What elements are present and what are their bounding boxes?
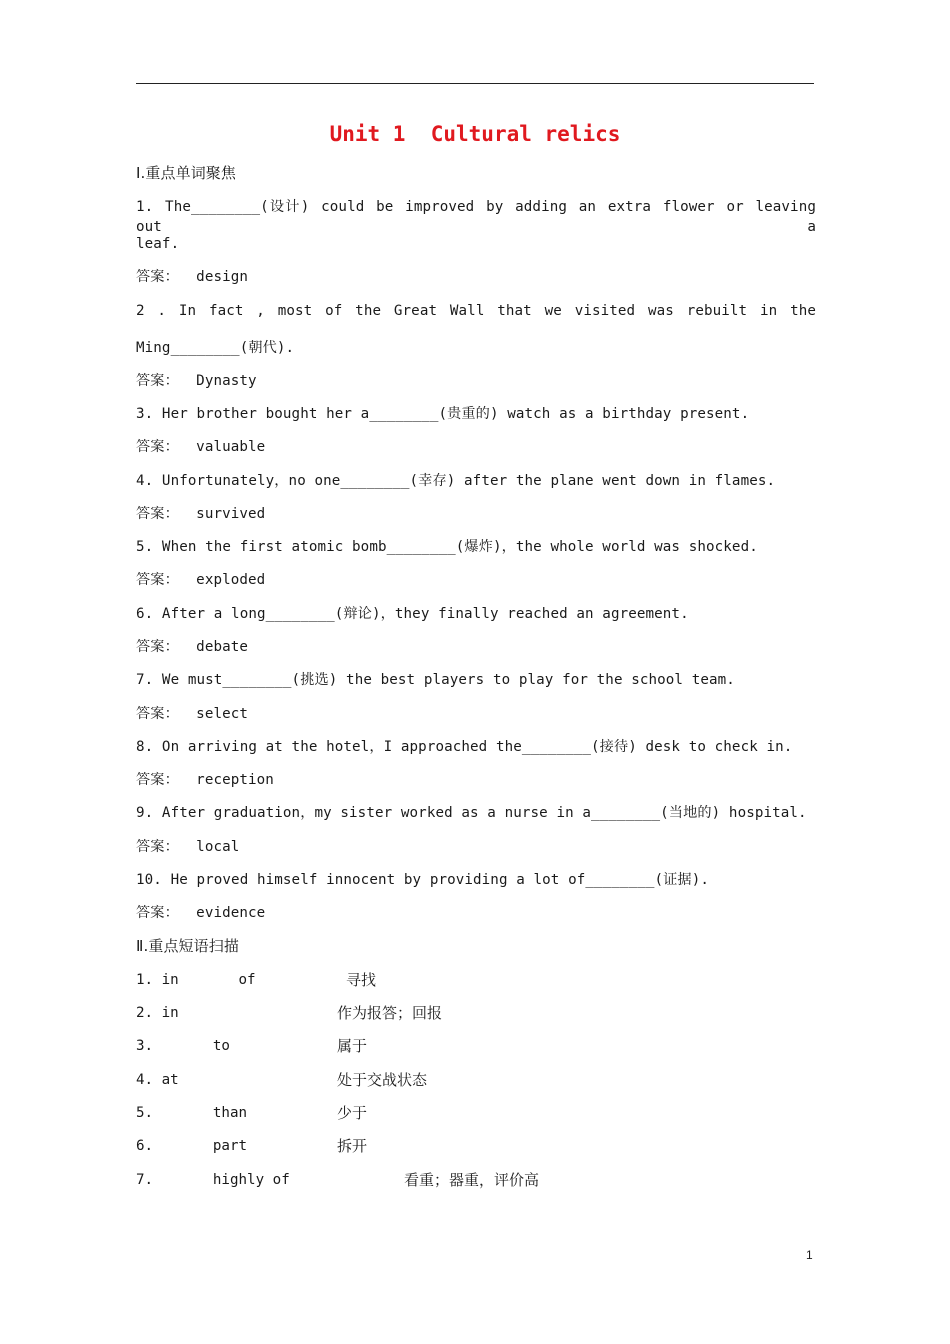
question-4: 4. Unfortunately，no one________(幸存) after the plane went down in flames. xyxy=(136,473,776,489)
answer-10: 答案： evidence xyxy=(136,905,266,921)
question-2-line1: 2 . In fact , most of the Great Wall that we visited was rebuilt in the xyxy=(136,303,816,319)
question-1-line2: leaf. xyxy=(136,236,180,252)
question-6: 6. After a long________(辩论)，they finally reached an agreement. xyxy=(136,606,689,622)
question-3: 3. Her brother bought her a________(贵重的) watch as a birthday present. xyxy=(136,406,750,422)
answer-2: 答案： Dynasty xyxy=(136,373,257,389)
section2-heading: Ⅱ.重点短语扫描 xyxy=(136,937,239,955)
phrase-3-zh: 属于 xyxy=(337,1037,368,1055)
page-number: 1 xyxy=(806,1248,813,1262)
phrase-1-en: 1. in of xyxy=(136,972,256,988)
header-rule xyxy=(136,83,814,84)
phrase-5-zh: 少于 xyxy=(337,1104,368,1122)
phrase-7-zh: 看重；器重，评价高 xyxy=(404,1171,540,1189)
phrase-1-zh: 寻找 xyxy=(346,971,377,989)
question-9: 9. After graduation，my sister worked as a nurse in a________(当地的) hospital. xyxy=(136,805,807,821)
phrase-5-en: 5. than xyxy=(136,1105,248,1121)
page-title: Unit 1 Cultural relics xyxy=(329,122,621,146)
phrase-4-zh: 处于交战状态 xyxy=(337,1071,428,1089)
answer-9: 答案： local xyxy=(136,839,240,855)
answer-7: 答案： select xyxy=(136,706,249,722)
question-8: 8. On arriving at the hotel，I approached the________(接待) desk to check in. xyxy=(136,739,793,755)
phrase-7-en: 7. highly of xyxy=(136,1172,290,1188)
answer-4: 答案： survived xyxy=(136,506,266,522)
question-2-line2: Ming________(朝代). xyxy=(136,340,295,356)
section1-heading: Ⅰ.重点单词聚焦 xyxy=(136,164,236,182)
phrase-2-en: 2. in xyxy=(136,1005,179,1021)
answer-5: 答案： exploded xyxy=(136,572,266,588)
phrase-6-en: 6. part xyxy=(136,1138,248,1154)
answer-8: 答案： reception xyxy=(136,772,274,788)
phrase-6-zh: 拆开 xyxy=(337,1137,368,1155)
answer-3: 答案： valuable xyxy=(136,439,266,455)
question-5: 5. When the first atomic bomb________(爆炸)，the whole world was shocked. xyxy=(136,539,758,555)
question-7: 7. We must________(挑选) the best players to play for the school team. xyxy=(136,672,735,688)
answer-1: 答案： design xyxy=(136,269,249,285)
phrase-3-en: 3. to xyxy=(136,1038,230,1054)
phrase-4-en: 4. at xyxy=(136,1072,179,1088)
phrase-2-zh: 作为报答；回报 xyxy=(337,1004,443,1022)
question-1-line1: 1. The________(设计) could be improved by adding an extra flower or leaving out a xyxy=(136,199,816,235)
question-10: 10. He proved himself innocent by providing a lot of________(证据). xyxy=(136,872,709,888)
answer-6: 答案： debate xyxy=(136,639,249,655)
